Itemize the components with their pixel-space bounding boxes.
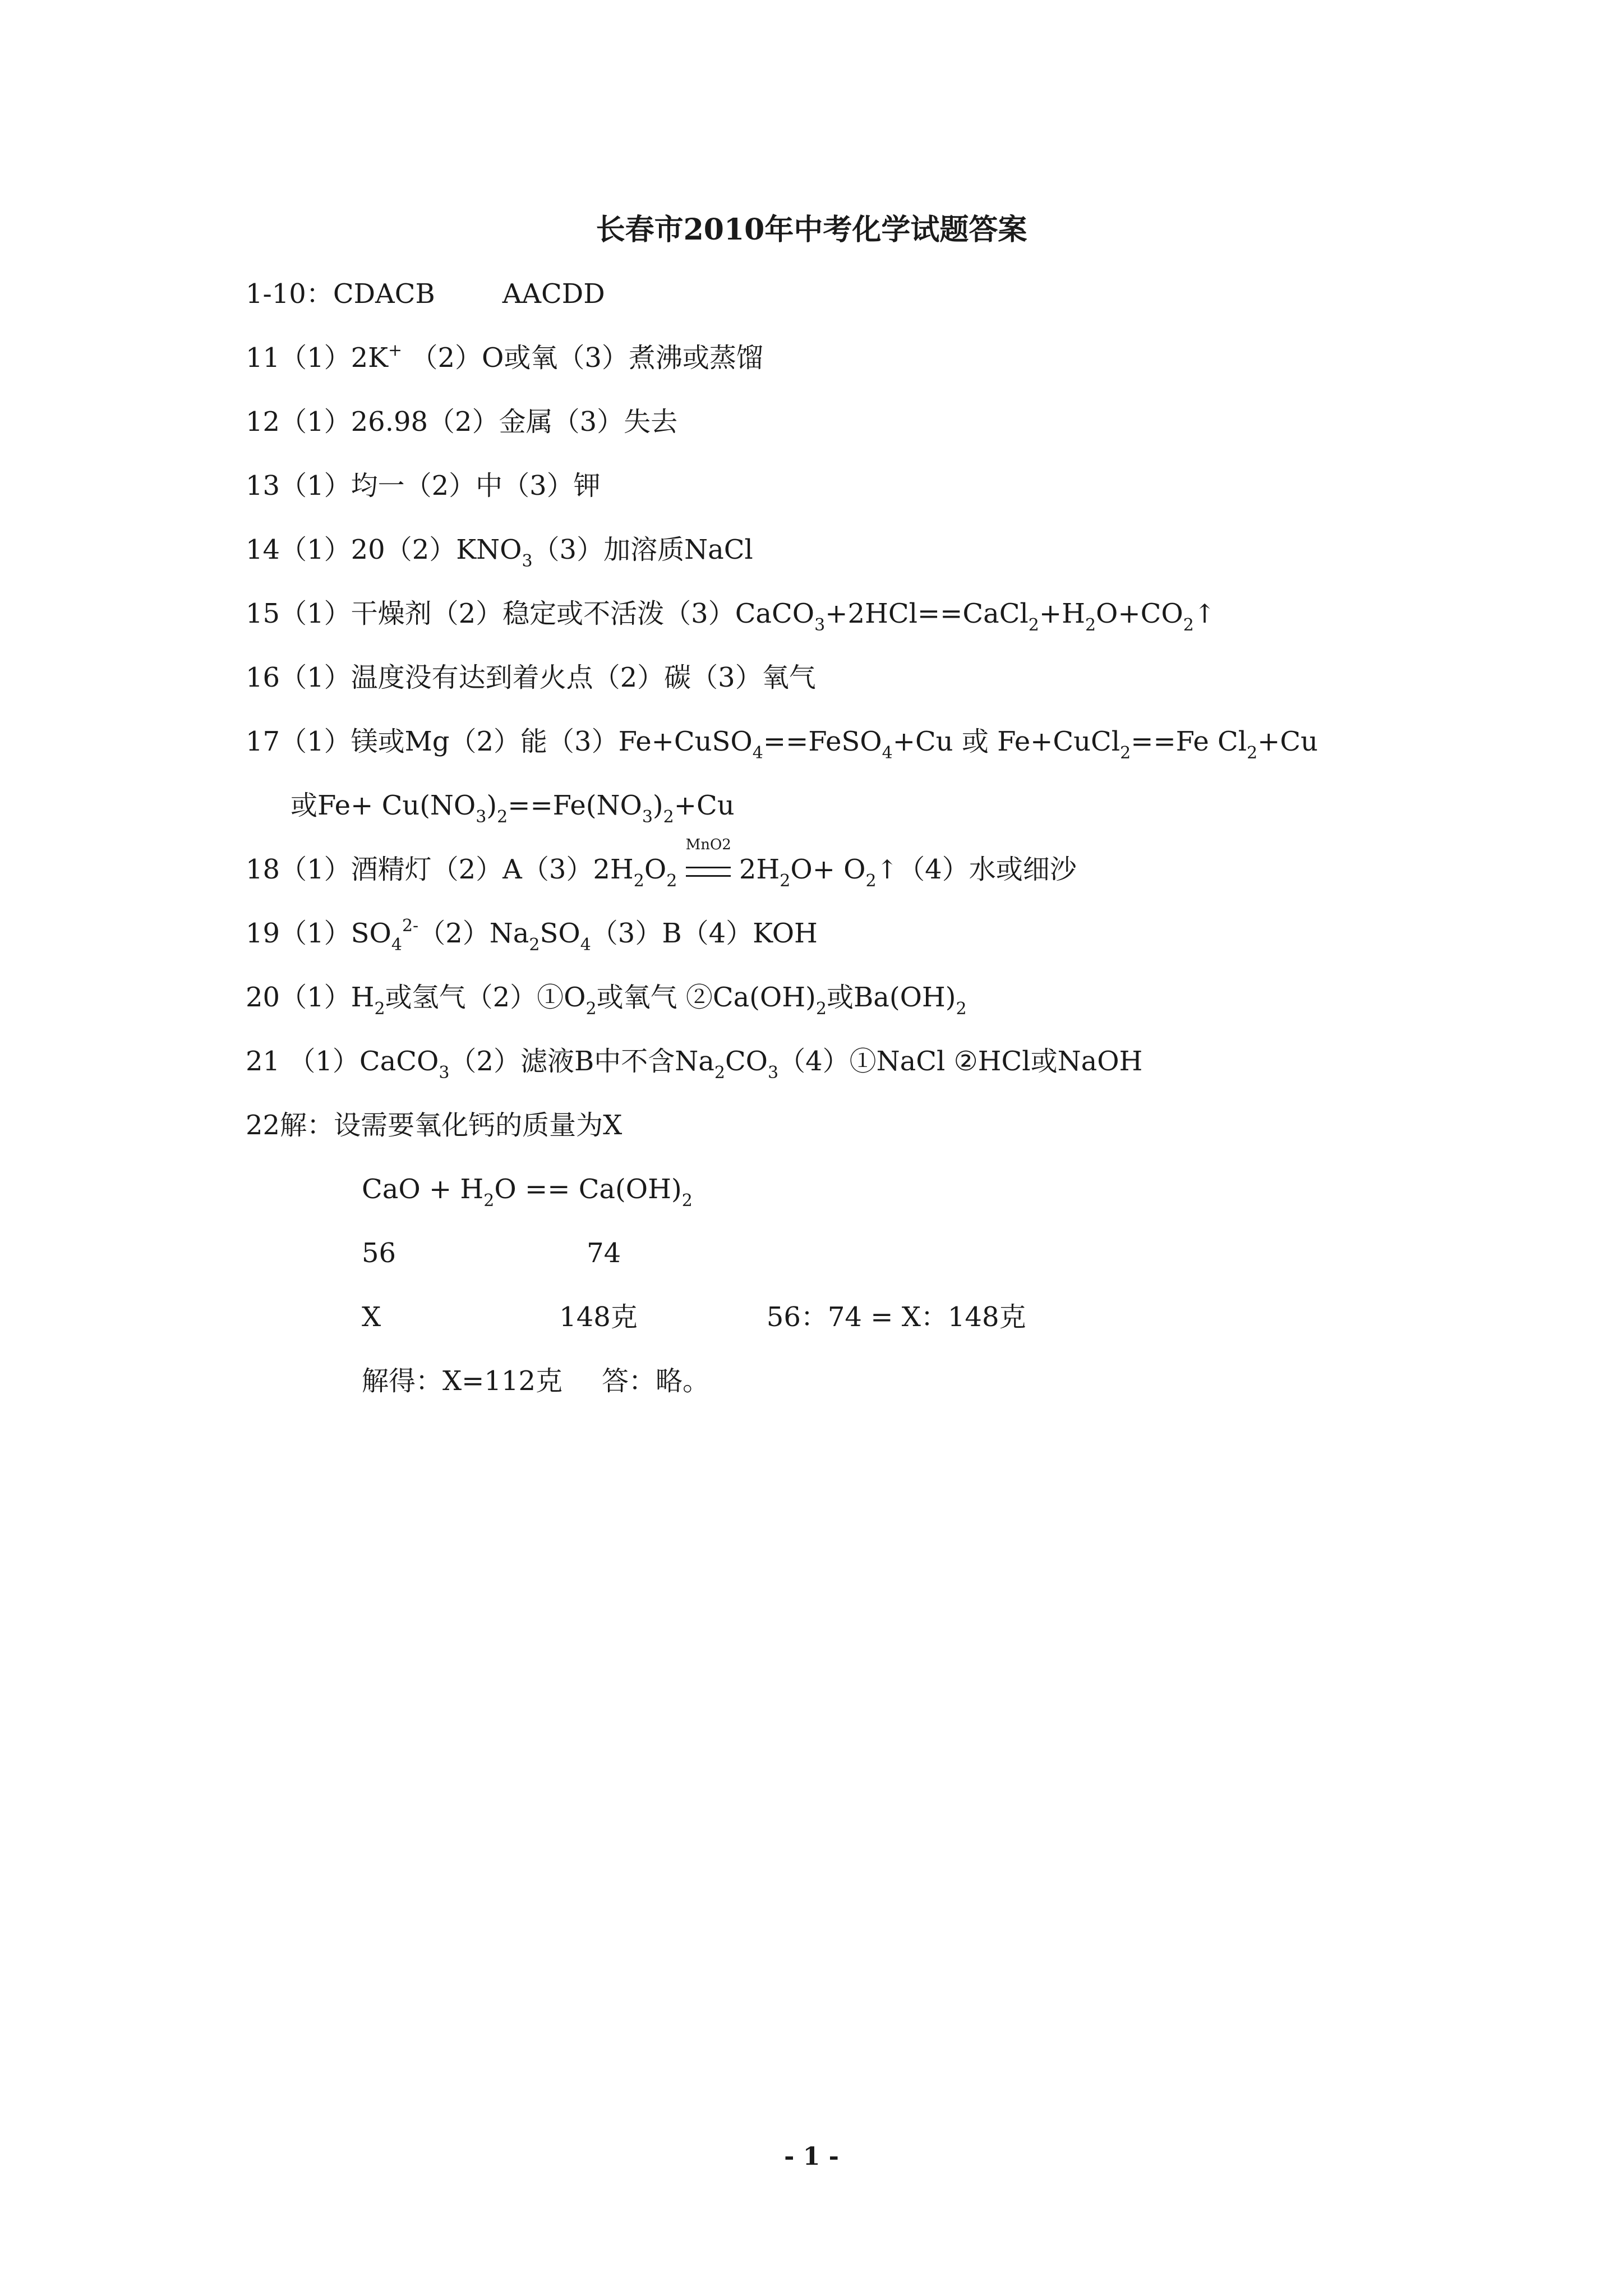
answer-part: 2H	[739, 854, 780, 885]
answer-part: )	[652, 790, 663, 821]
superscript: 2-	[402, 916, 419, 936]
answer-20	[246, 979, 967, 1019]
answer-part: （1）酒精灯（2）A（3）2H	[280, 854, 634, 885]
answer-part: O+CO	[1096, 598, 1183, 629]
subscript: 2	[1120, 743, 1131, 763]
answer-1-10	[246, 276, 605, 312]
gas-arrow-icon: ↑	[1193, 599, 1216, 629]
subscript: 2	[529, 935, 540, 955]
answer-part: （2）Na	[418, 918, 529, 949]
answer-part: +H	[1039, 598, 1085, 629]
solution-values	[362, 1299, 1026, 1335]
answer-part: 或Fe+ Cu(NO	[291, 790, 476, 821]
answer-text: （1）26.98（2）金属（3）失去	[280, 406, 678, 438]
molar-mass-left: 56	[362, 1237, 396, 1269]
answer-label: 1-10：	[246, 278, 333, 310]
question-number: 17	[246, 726, 280, 757]
equation-part: CaO + H	[362, 1174, 484, 1205]
subscript: 4	[391, 935, 402, 955]
solution-result: 解得：X=112克	[362, 1365, 563, 1397]
answer-choices-b: AACDD	[502, 278, 605, 310]
solution-intro: 解：设需要氧化钙的质量为X	[280, 1110, 623, 1141]
subscript: 3	[439, 1063, 450, 1083]
answer-18	[246, 836, 1077, 891]
answer-part: （1）SO	[280, 918, 391, 949]
solution-answer: 答：略。	[602, 1365, 710, 1397]
answer-12	[246, 404, 677, 440]
answer-part: （3）加溶质NaCl	[532, 534, 753, 565]
subscript: 4	[882, 743, 893, 763]
subscript: 2	[497, 807, 508, 827]
subscript: 2	[865, 871, 877, 891]
subscript: 3	[814, 615, 826, 635]
subscript: 4	[752, 743, 763, 763]
answer-13	[246, 468, 601, 504]
question-number: 22	[246, 1110, 280, 1141]
question-number: 12	[246, 406, 280, 438]
answer-part: ==Fe(NO	[508, 790, 642, 821]
answer-14	[246, 532, 753, 572]
question-number: 14	[246, 534, 280, 565]
proportion: 56：74 = X：148克	[766, 1301, 1026, 1333]
answer-part: CO	[725, 1046, 768, 1077]
answer-part: （1）20（2）KNO	[280, 534, 522, 565]
answer-text: （1）温度没有达到着火点（2）碳（3）氧气	[280, 662, 816, 693]
question-number: 13	[246, 470, 280, 501]
answer-part: +Cu	[674, 790, 735, 821]
subscript: 2	[633, 871, 644, 891]
value-right: 148克	[559, 1301, 638, 1333]
reaction-equals-sign	[686, 867, 731, 877]
answer-21	[246, 1043, 1142, 1083]
answer-part: （4）水或细沙	[898, 854, 1077, 885]
answer-part: 或氢气（2）①O	[385, 982, 586, 1013]
answer-part: +Cu 或 Fe+CuCl	[892, 726, 1121, 757]
subscript: 2	[585, 999, 597, 1019]
question-number: 11	[246, 342, 280, 374]
question-number: 19	[246, 918, 280, 949]
gas-arrow-icon: ↑	[876, 854, 898, 885]
answer-22	[246, 1107, 622, 1143]
answer-17-continued	[291, 788, 735, 827]
subscript: 2	[815, 999, 827, 1019]
subscript: 2	[681, 1191, 693, 1211]
page-number: - 1 -	[784, 2142, 839, 2171]
answer-part: （3）B（4）KOH	[591, 918, 818, 949]
answer-part: （4）①NaCl ②HCl或NaOH	[778, 1046, 1143, 1077]
solution-molar-masses	[362, 1235, 621, 1271]
subscript: 2	[483, 1191, 495, 1211]
document-title: 长春市2010年中考化学试题答案	[596, 213, 1027, 247]
catalyst-label: MnO2	[685, 836, 731, 853]
subscript: 2	[1183, 615, 1194, 635]
subscript: 2	[374, 999, 385, 1019]
subscript: 3	[642, 807, 653, 827]
answer-part: 或氧气 ②Ca(OH)	[596, 982, 816, 1013]
answer-choices-a: CDACB	[333, 278, 435, 310]
answer-text: （1）均一（2）中（3）钾	[280, 470, 601, 501]
subscript: 3	[476, 807, 487, 827]
answer-part: （1）2K	[280, 342, 389, 374]
answer-part: （1）H	[280, 982, 375, 1013]
answer-part: （1）CaCO	[288, 1046, 439, 1077]
answer-part: ==FeSO	[763, 726, 882, 757]
equation-part: O == Ca(OH)	[494, 1174, 682, 1205]
superscript: +	[388, 341, 403, 360]
answer-part: （2）滤液B中不含Na	[449, 1046, 714, 1077]
answer-part: （1）镁或Mg（2）能（3）Fe+CuSO	[280, 726, 753, 757]
solution-equation	[362, 1171, 693, 1211]
catalyst-condition	[685, 836, 731, 887]
question-number: 15	[246, 598, 280, 629]
answer-part: +Cu	[1257, 726, 1318, 757]
answer-part: 或Ba(OH)	[826, 982, 956, 1013]
subscript: 2	[956, 999, 967, 1019]
answer-part: )	[486, 790, 497, 821]
answer-part: （1）干燥剂（2）稳定或不活泼（3）CaCO	[280, 598, 815, 629]
answer-part: （2）O或氧	[411, 342, 558, 374]
subscript: 2	[1247, 743, 1258, 763]
value-left: X	[362, 1301, 381, 1333]
solution-conclusion	[362, 1363, 709, 1399]
answer-part: ==Fe Cl	[1131, 726, 1247, 757]
question-number: 21	[246, 1046, 280, 1077]
answer-19	[246, 915, 818, 955]
answer-11	[246, 340, 763, 380]
answer-part: O	[644, 854, 667, 885]
subscript: 2	[666, 871, 677, 891]
subscript: 2	[714, 1063, 725, 1083]
answer-17	[246, 724, 1318, 763]
answer-part: SO	[540, 918, 580, 949]
molar-mass-right: 74	[587, 1237, 621, 1269]
answer-part: O+ O	[790, 854, 866, 885]
subscript: 2	[663, 807, 674, 827]
subscript: 4	[580, 935, 591, 955]
question-number: 16	[246, 662, 280, 693]
subscript: 3	[768, 1063, 779, 1083]
subscript: 2	[780, 871, 791, 891]
answer-part: +2HCl==CaCl	[825, 598, 1029, 629]
question-number: 18	[246, 854, 280, 885]
answer-15	[246, 596, 1215, 636]
question-number: 20	[246, 982, 280, 1013]
answer-16	[246, 660, 816, 696]
subscript: 2	[1028, 615, 1039, 635]
subscript: 3	[522, 551, 533, 571]
answer-part: （3）煮沸或蒸馏	[557, 342, 763, 374]
subscript: 2	[1085, 615, 1096, 635]
